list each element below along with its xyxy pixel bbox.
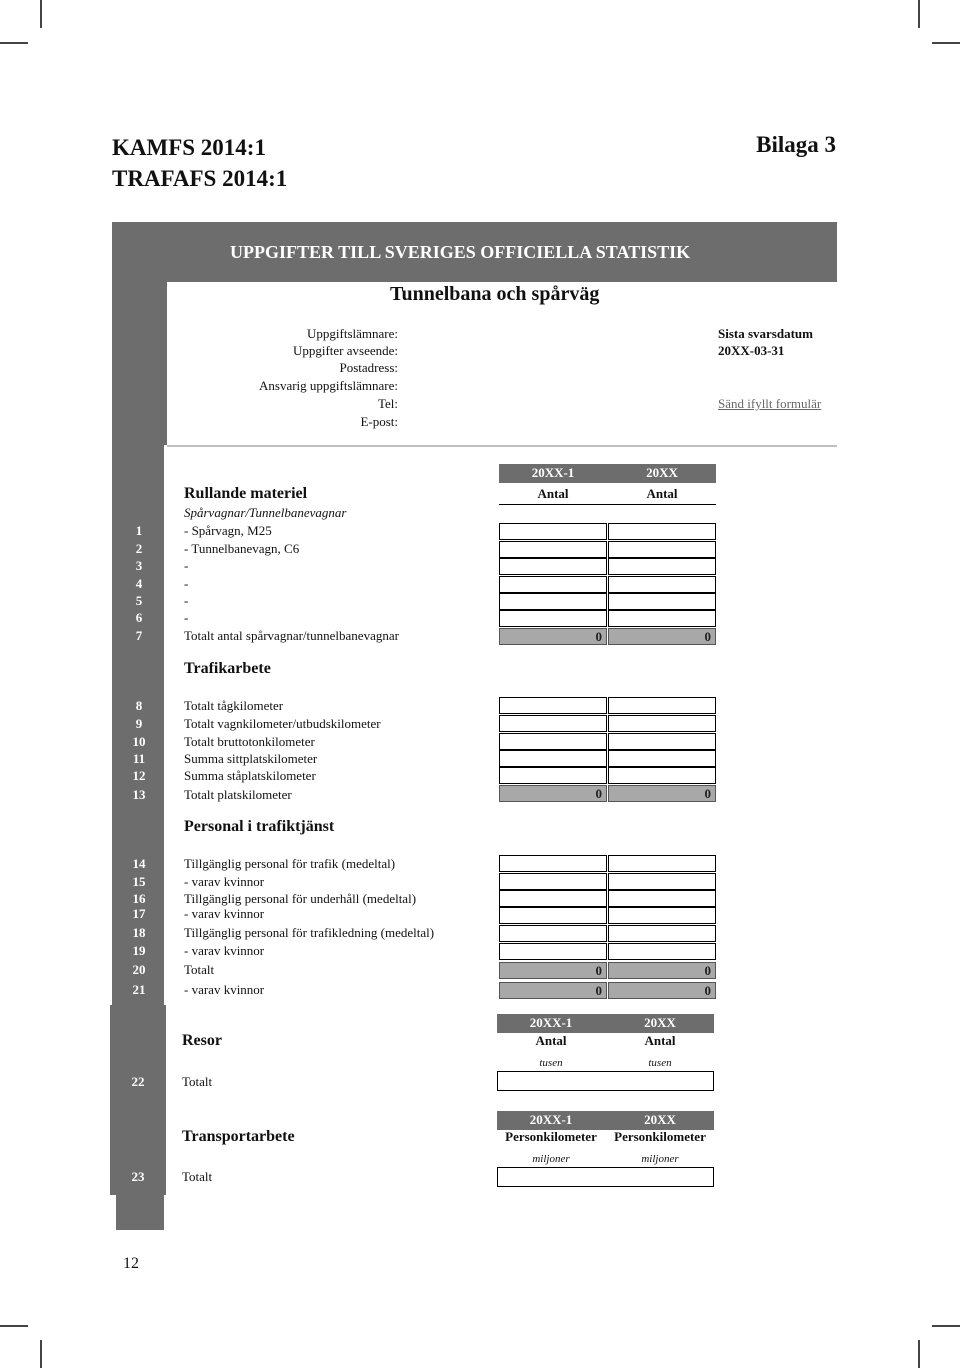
deadline-date: 20XX-03-31: [718, 343, 785, 358]
input-prev[interactable]: [499, 750, 607, 767]
label-respondent: Uppgiftslämnare:: [307, 326, 398, 341]
row-number: 5: [135, 593, 143, 608]
row-number: 22: [131, 1074, 145, 1089]
row-label: -: [184, 576, 189, 591]
help-icon[interactable]: ?: [168, 505, 174, 520]
left-bar: [116, 1195, 164, 1230]
input-curr[interactable]: [608, 610, 716, 627]
col-curr-year: 20XX: [644, 1112, 676, 1127]
row-number: 3: [135, 558, 143, 573]
column-header-years: [499, 464, 716, 483]
section-title-transport-work: Transportarbete: [182, 1128, 295, 1145]
row-number: 16: [132, 891, 146, 906]
input-curr[interactable]: [608, 733, 716, 750]
row-number: 15: [132, 874, 146, 889]
unit-thousands: tusen: [648, 1057, 672, 1069]
row-number: 14: [132, 856, 146, 871]
input-curr[interactable]: [608, 558, 716, 575]
subhead-vehicles: Spårvagnar/Tunnelbanevagnar: [184, 505, 347, 520]
input-prev[interactable]: [499, 873, 607, 890]
row-number: 12: [132, 768, 146, 783]
row-label: Totalt tågkilometer: [184, 698, 284, 713]
input-prev[interactable]: [499, 767, 607, 784]
row-label: - varav kvinnor: [184, 943, 265, 958]
input-prev[interactable]: [499, 610, 607, 627]
input-prev[interactable]: [499, 855, 607, 872]
label-responsible: Ansvarig uppgiftslämnare:: [259, 378, 398, 393]
row-label: -: [184, 593, 189, 608]
row-number: 11: [132, 751, 146, 766]
input-transport-work[interactable]: [497, 1167, 714, 1187]
input-curr[interactable]: [608, 541, 716, 558]
input-prev[interactable]: [499, 593, 607, 610]
row-number: 9: [135, 716, 143, 731]
row-label: Summa ståplatskilometer: [184, 768, 316, 783]
help-icon[interactable]: ?: [168, 734, 174, 749]
row-label-total: Totalt platskilometer: [184, 787, 292, 802]
section-title-rolling-stock: Rullande materiel: [184, 485, 308, 502]
col-unit-antal: Antal: [537, 486, 569, 501]
input-prev[interactable]: [499, 715, 607, 732]
row-number: 19: [132, 943, 146, 958]
input-prev[interactable]: [499, 890, 607, 907]
label-regarding: Uppgifter avseende:: [292, 343, 398, 358]
col-unit-pkm: Personkilometer: [505, 1129, 597, 1144]
total-prev: 0: [499, 962, 607, 979]
row-label-total: Totalt antal spårvagnar/tunnelbanevagnar: [184, 628, 399, 643]
row-number: 13: [132, 787, 146, 802]
crop-mark: [932, 1325, 960, 1327]
row-label: - Tunnelbanevagn, C6: [184, 541, 300, 556]
label-email: E-post:: [360, 414, 398, 429]
row-number: 2: [135, 541, 143, 556]
help-icon[interactable]: ?: [167, 1169, 173, 1184]
total-curr: 0: [608, 962, 716, 979]
row-label: - varav kvinnor: [184, 906, 265, 921]
col-curr-year: 20XX: [644, 1015, 676, 1030]
unit-millions: miljoner: [641, 1153, 679, 1165]
label-postal-address: Postadress:: [339, 360, 398, 375]
section-title-trips: Resor: [182, 1032, 222, 1049]
help-icon[interactable]: ?: [168, 841, 174, 856]
row-label: - Spårvagn, M25: [184, 523, 272, 538]
col-unit-antal: Antal: [535, 1033, 567, 1048]
col-unit-antal: Antal: [644, 1033, 676, 1048]
column-header-years: [497, 1111, 714, 1130]
input-curr[interactable]: [608, 576, 716, 593]
input-prev[interactable]: [499, 943, 607, 960]
crop-mark: [918, 0, 920, 28]
input-curr[interactable]: [608, 523, 716, 540]
total-curr: 0: [608, 785, 716, 802]
table-rule: [499, 504, 716, 505]
total-curr: 0: [608, 628, 716, 645]
row-label: Totalt: [182, 1169, 213, 1184]
row-number: 6: [135, 610, 143, 625]
row-label: Summa sittplatskilometer: [184, 751, 318, 766]
row-number: 18: [132, 925, 146, 940]
left-bar: [110, 1005, 166, 1195]
crop-mark: [0, 1325, 28, 1327]
input-prev[interactable]: [499, 541, 607, 558]
page-number: 12: [123, 1255, 139, 1272]
row-label-total: - varav kvinnor: [184, 982, 265, 997]
input-curr[interactable]: [608, 697, 716, 714]
crop-mark: [0, 42, 28, 44]
input-curr[interactable]: [608, 593, 716, 610]
help-icon[interactable]: ?: [168, 768, 174, 783]
help-icon[interactable]: ?: [168, 698, 174, 713]
row-label: -: [184, 610, 189, 625]
input-prev[interactable]: [499, 907, 607, 924]
crop-mark: [40, 0, 42, 28]
input-curr[interactable]: [608, 767, 716, 784]
banner-text: UPPGIFTER TILL SVERIGES OFFICIELLA STATISTIK: [230, 242, 691, 262]
section-title-staff: Personal i trafiktjänst: [184, 818, 335, 835]
regulation-kamfs: KAMFS 2014:1: [112, 135, 266, 160]
help-icon[interactable]: ?: [168, 716, 174, 731]
row-label-total: Totalt: [184, 962, 215, 977]
input-prev[interactable]: [499, 925, 607, 942]
crop-mark: [40, 1340, 42, 1368]
row-number: 20: [132, 962, 146, 977]
row-label: - varav kvinnor: [184, 874, 265, 889]
input-trips[interactable]: [497, 1071, 714, 1091]
col-prev-year: 20XX-1: [531, 465, 575, 480]
row-number: 21: [132, 982, 146, 997]
section-title-traffic: Trafikarbete: [184, 660, 271, 677]
form-title: Tunnelbana och spårväg: [390, 283, 600, 305]
row-label: Tillgänglig personal för underhåll (medeltal): [184, 891, 417, 906]
input-curr[interactable]: [608, 890, 716, 907]
unit-thousands: tusen: [539, 1057, 563, 1069]
input-curr[interactable]: [608, 907, 716, 924]
total-curr: 0: [608, 982, 716, 999]
unit-millions: miljoner: [532, 1153, 570, 1165]
deadline-label: Sista svarsdatum: [718, 326, 813, 341]
input-prev[interactable]: [499, 523, 607, 540]
input-prev[interactable]: [499, 558, 607, 575]
total-prev: 0: [499, 982, 607, 999]
total-prev: 0: [499, 785, 607, 802]
row-number: 7: [135, 628, 143, 643]
row-number: 23: [131, 1169, 145, 1184]
col-unit-antal: Antal: [646, 486, 678, 501]
row-label: Tillgänglig personal för trafik (medeltal): [184, 856, 396, 871]
input-curr[interactable]: [608, 750, 716, 767]
input-curr[interactable]: [608, 943, 716, 960]
input-prev[interactable]: [499, 733, 607, 750]
regulation-header: [112, 132, 287, 194]
input-prev[interactable]: [499, 697, 607, 714]
row-number: 1: [135, 523, 143, 538]
input-curr[interactable]: [608, 925, 716, 942]
regulation-trafafs: TRAFAFS 2014:1: [112, 166, 288, 191]
crop-mark: [918, 1340, 920, 1368]
input-curr[interactable]: [608, 873, 716, 890]
total-prev: 0: [499, 628, 607, 645]
help-icon[interactable]: ?: [167, 1074, 173, 1089]
col-prev-year: 20XX-1: [529, 1015, 573, 1030]
row-label: -: [184, 558, 189, 573]
crop-mark: [932, 42, 960, 44]
input-curr[interactable]: [608, 715, 716, 732]
col-unit-pkm: Personkilometer: [614, 1129, 706, 1144]
col-curr-year: 20XX: [646, 465, 678, 480]
col-prev-year: 20XX-1: [529, 1112, 573, 1127]
label-phone: Tel:: [377, 396, 398, 411]
column-header-years: [497, 1014, 714, 1033]
row-label: Totalt vagnkilometer/utbudskilometer: [184, 716, 381, 731]
row-number: 10: [132, 734, 146, 749]
row-number: 17: [132, 906, 146, 921]
appendix-label: Bilaga 3: [756, 132, 836, 157]
row-number: 8: [135, 698, 143, 713]
row-label: Totalt bruttotonkilometer: [184, 734, 315, 749]
row-label: Totalt: [182, 1074, 213, 1089]
row-number: 4: [135, 576, 143, 591]
input-curr[interactable]: [608, 855, 716, 872]
input-prev[interactable]: [499, 576, 607, 593]
send-form-link[interactable]: Sänd ifyllt formulär: [718, 396, 822, 411]
separator: [167, 445, 837, 447]
banner: [112, 222, 837, 282]
help-icon[interactable]: ?: [168, 751, 174, 766]
row-label: Tillgänglig personal för trafikledning (medeltal): [184, 925, 435, 940]
